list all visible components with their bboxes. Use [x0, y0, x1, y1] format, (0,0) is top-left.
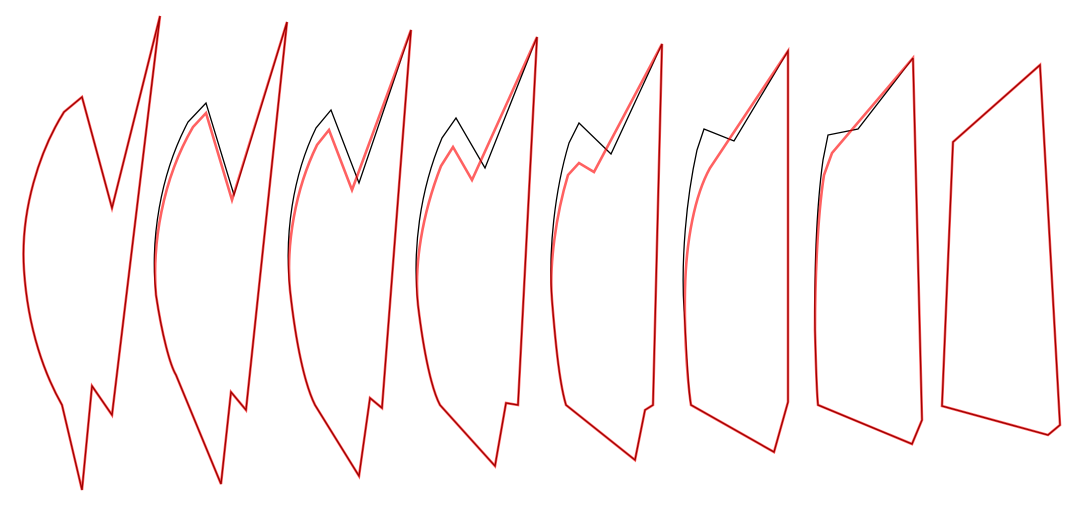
simplified-outline [155, 22, 287, 484]
original-outline [154, 22, 287, 484]
simplified-outline [942, 65, 1060, 435]
shape-stage-4 [416, 37, 537, 466]
shape-stage-2 [154, 22, 287, 484]
original-outline [551, 44, 662, 460]
simplified-outline [289, 30, 411, 476]
shape-stage-3 [288, 30, 411, 476]
shape-stage-6 [683, 51, 788, 452]
simplified-outline [417, 37, 537, 466]
shape-stage-5 [551, 44, 662, 460]
original-outline [815, 58, 922, 444]
simplified-outline [685, 51, 788, 452]
original-outline [23, 16, 160, 490]
shape-stage-1 [23, 16, 160, 490]
shape-stage-8 [942, 65, 1060, 435]
simplified-outline [23, 16, 160, 490]
original-outline [683, 51, 788, 452]
simplified-outline [551, 44, 662, 460]
original-outline [288, 30, 411, 476]
shape-stage-7 [815, 58, 922, 444]
